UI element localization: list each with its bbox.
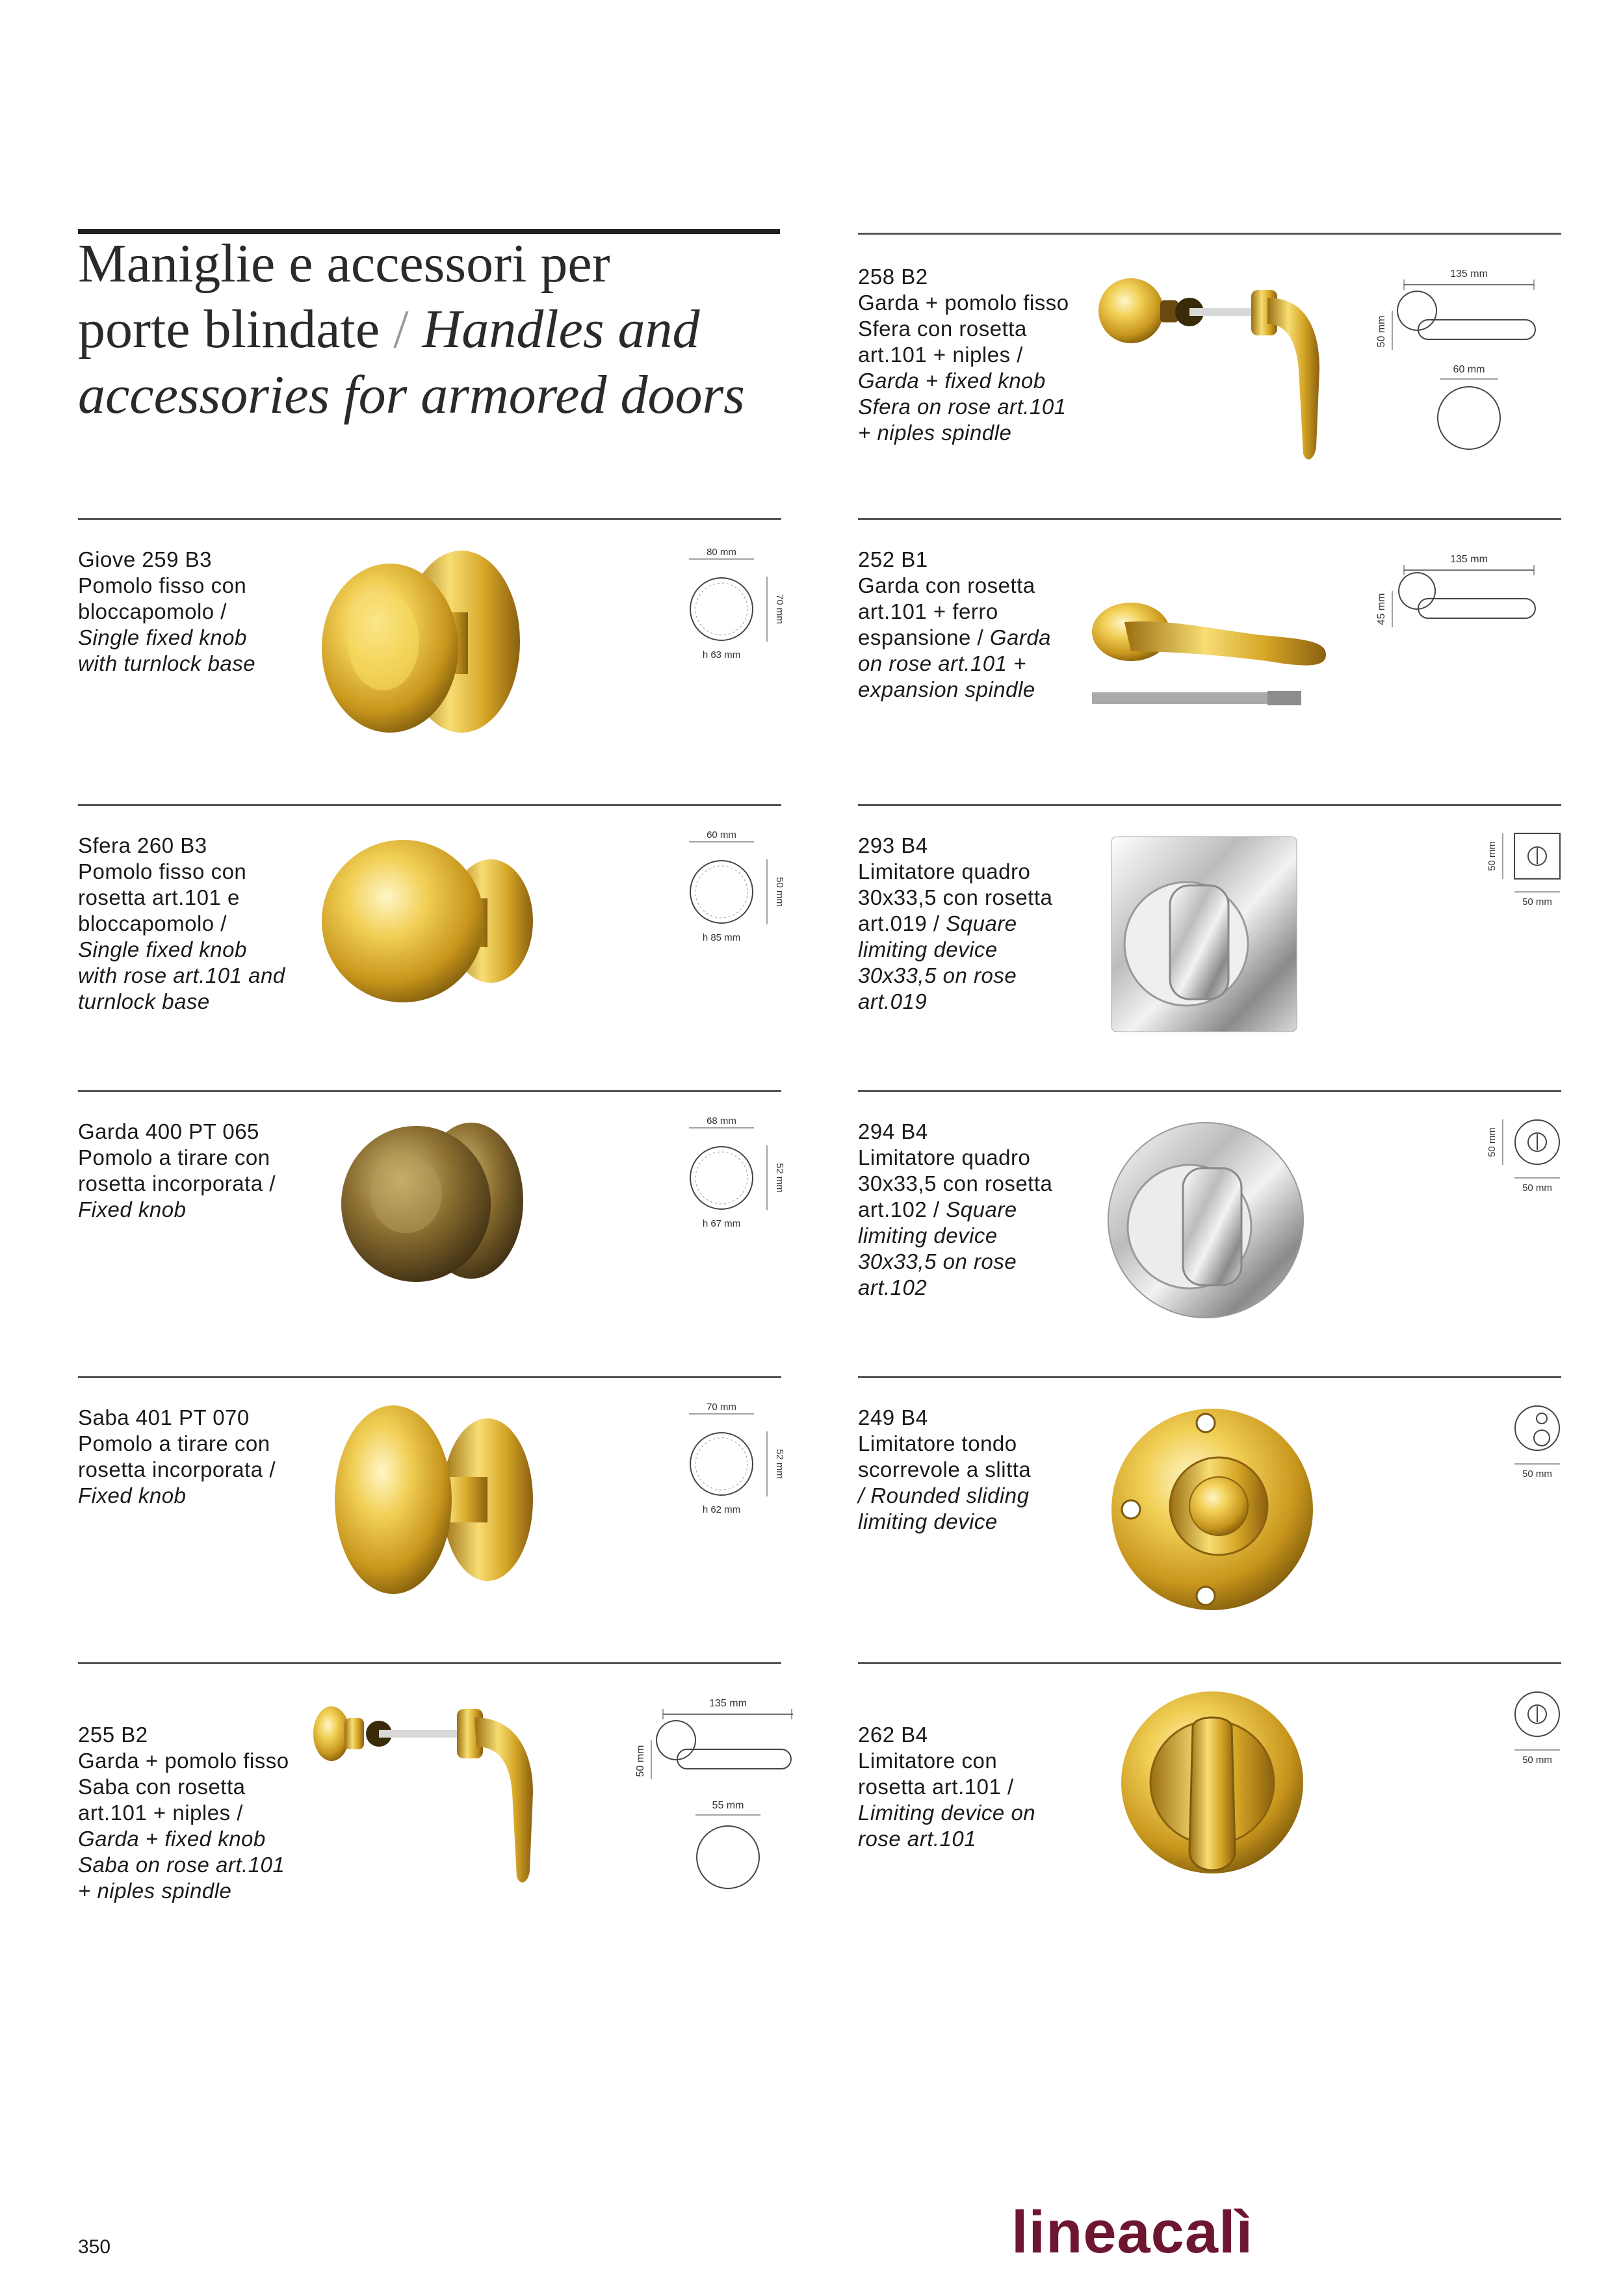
dim-width-label: 50 mm — [1522, 1755, 1552, 1766]
product-description — [78, 1119, 276, 1223]
dim-height-label: 50 mm — [1376, 315, 1387, 348]
desc-part-it: art.102 / — [858, 1197, 946, 1221]
dim-width-label: 135 mm — [709, 1698, 747, 1709]
section-rule — [858, 233, 1561, 235]
desc-line: 30x33,5 con rosetta — [858, 885, 1053, 909]
desc-line: Limitatore tondo — [858, 1431, 1017, 1455]
title-line-3: accessories for armored doors — [78, 365, 745, 425]
desc-line: Sfera con rosetta — [858, 317, 1027, 341]
desc-line: rosetta incorporata / — [78, 1171, 276, 1195]
desc-line-en: Garda + fixed knob — [78, 1827, 266, 1851]
desc-line: rosetta incorporata / — [78, 1457, 276, 1481]
dim-height-label: 70 mm — [774, 594, 785, 624]
dim-depth-label: h 67 mm — [702, 1218, 741, 1229]
dimension-diagram — [1378, 544, 1566, 635]
desc-line-en: art.019 — [858, 989, 928, 1013]
dimension-diagram — [1469, 827, 1566, 924]
dim-width-label: 70 mm — [707, 1402, 736, 1413]
desc-line: Limitatore quadro — [858, 859, 1031, 883]
desc-line-en: 30x33,5 on rose — [858, 1249, 1017, 1273]
dimension-diagram — [1378, 259, 1566, 454]
product-description — [78, 1405, 276, 1509]
product-258-b2 — [858, 233, 1561, 493]
dimension-diagram — [669, 547, 799, 677]
title-separator: / — [380, 299, 422, 359]
product-code: 258 B2 — [858, 265, 928, 289]
product-description — [858, 833, 1052, 1015]
title-line-2 — [78, 296, 806, 362]
ball-knob-photo — [318, 833, 539, 1022]
desc-part-en: Square — [946, 1197, 1017, 1221]
product-code: 249 B4 — [858, 1405, 928, 1429]
dimension-diagram — [669, 1402, 799, 1532]
product-code: 252 B1 — [858, 547, 928, 571]
sliding-limiter-photo — [1105, 1402, 1319, 1617]
product-description — [858, 547, 1051, 703]
product-sfera-260-b3 — [78, 804, 785, 1077]
desc-line: rosetta art.101 e — [78, 885, 240, 909]
title-en-part: Handles and — [422, 299, 700, 359]
section-rule — [78, 518, 781, 520]
product-code: 255 B2 — [78, 1723, 148, 1747]
desc-part-it: espansione / — [858, 625, 990, 649]
product-code: Sfera 260 B3 — [78, 833, 207, 857]
product-description — [78, 547, 255, 677]
desc-line-en: Sfera on rose art.101 — [858, 395, 1067, 419]
desc-line-en: + niples spindle — [78, 1879, 232, 1903]
product-294-b4 — [858, 1090, 1561, 1363]
dim-depth-label: h 85 mm — [702, 932, 741, 943]
desc-line-en: 30x33,5 on rose — [858, 963, 1017, 987]
dim-rose-label: 55 mm — [712, 1800, 744, 1811]
desc-line-mixed — [858, 911, 1052, 937]
antique-knob-photo — [335, 1116, 530, 1292]
product-code: 293 B4 — [858, 833, 928, 857]
desc-part-en: Garda — [989, 625, 1052, 649]
dim-width-label: 68 mm — [707, 1115, 736, 1127]
desc-line-en: Saba on rose art.101 — [78, 1853, 285, 1877]
dim-width-label: 60 mm — [707, 829, 736, 841]
desc-line: Garda + pomolo fisso — [78, 1749, 289, 1773]
dimension-diagram — [1469, 1113, 1566, 1210]
desc-line: Pomolo a tirare con — [78, 1431, 270, 1455]
dim-width-label: 50 mm — [1522, 1468, 1552, 1480]
dim-height-label: 50 mm — [1487, 1127, 1498, 1157]
desc-line-en: with rose art.101 and — [78, 963, 285, 987]
desc-line-en: with turnlock base — [78, 651, 256, 675]
desc-line: Garda + pomolo fisso — [858, 291, 1069, 315]
desc-line: Saba con rosetta — [78, 1775, 246, 1799]
desc-line-mixed — [858, 625, 1051, 651]
dim-height-label: 50 mm — [635, 1745, 646, 1777]
product-description — [858, 1405, 1031, 1535]
desc-part-en: Square — [946, 911, 1017, 935]
desc-line-en: Garda + fixed knob — [858, 369, 1046, 393]
dim-rose-label: 60 mm — [1453, 364, 1485, 375]
dim-width-label: 50 mm — [1522, 1182, 1552, 1194]
desc-part-it: art.019 / — [858, 911, 946, 935]
desc-line-en: turnlock base — [78, 989, 210, 1013]
product-description — [858, 264, 1069, 446]
section-rule — [858, 518, 1561, 520]
section-rule — [858, 1090, 1561, 1092]
title-it-part: porte blindate — [78, 299, 380, 359]
dim-width-label: 135 mm — [1450, 554, 1488, 565]
section-rule — [858, 1376, 1561, 1378]
desc-line: Limitatore quadro — [858, 1145, 1031, 1169]
product-description — [78, 833, 285, 1015]
desc-line: bloccapomolo / — [78, 599, 227, 623]
dim-width-label: 80 mm — [707, 547, 736, 558]
desc-line-en: Limiting device on — [858, 1801, 1036, 1825]
product-code: Garda 400 PT 065 — [78, 1119, 259, 1143]
page-title — [78, 231, 806, 428]
dimension-diagram — [669, 830, 799, 960]
desc-line: Pomolo a tirare con — [78, 1145, 270, 1169]
square-limiter-photo — [1108, 833, 1303, 1035]
dim-height-label: 50 mm — [1487, 841, 1498, 871]
desc-line: scorrevole a slitta — [858, 1457, 1032, 1481]
desc-line: art.101 + niples / — [858, 343, 1023, 367]
desc-line-en: expansion spindle — [858, 677, 1035, 701]
dim-depth-label: h 62 mm — [702, 1504, 741, 1515]
product-252-b1 — [858, 518, 1561, 791]
desc-line-en: Fixed knob — [78, 1483, 187, 1507]
desc-line-en: art.102 — [858, 1275, 928, 1299]
knob-photo — [318, 551, 533, 765]
desc-line-en: Single fixed knob — [78, 625, 247, 649]
flat-knob-photo — [325, 1402, 539, 1604]
title-line-1: Maniglie e accessori per — [78, 233, 610, 294]
page-number: 350 — [78, 2236, 111, 2258]
desc-line: art.101 + niples / — [78, 1801, 243, 1825]
desc-line-en: limiting device — [858, 1223, 998, 1247]
product-262-b4 — [858, 1662, 1561, 1935]
desc-line: Pomolo fisso con — [78, 573, 247, 597]
lever-photo — [1092, 583, 1339, 726]
desc-line-en: Single fixed knob — [78, 937, 247, 961]
product-255-b2 — [78, 1662, 781, 1935]
dim-depth-label: h 63 mm — [702, 649, 741, 660]
brand-logo: lineacalì — [1011, 2199, 1254, 2265]
desc-line-en: rose art.101 — [858, 1827, 977, 1851]
desc-line-en: + niples spindle — [858, 421, 1012, 445]
desc-line-mixed — [858, 1197, 1052, 1223]
desc-line-en: limiting device — [858, 937, 998, 961]
desc-line-en: limiting device — [858, 1509, 998, 1533]
product-giove-259-b3 — [78, 518, 785, 791]
dim-height-label: 52 mm — [774, 1449, 785, 1479]
desc-line-en: on rose art.101 + — [858, 651, 1026, 675]
product-description — [858, 1722, 1035, 1852]
desc-line: bloccapomolo / — [78, 911, 227, 935]
dim-width-label: 135 mm — [1450, 268, 1488, 280]
dimension-diagram — [669, 1116, 799, 1246]
product-saba-401-pt-070 — [78, 1376, 785, 1649]
desc-line-en: / Rounded sliding — [858, 1483, 1030, 1507]
lever-knob-photo — [1092, 272, 1326, 493]
product-293-b4 — [858, 804, 1561, 1077]
round-limiter-photo — [1105, 1116, 1306, 1324]
product-description — [78, 1722, 289, 1904]
dim-width-label: 50 mm — [1522, 896, 1552, 907]
product-code: Saba 401 PT 070 — [78, 1405, 250, 1429]
product-code: Giove 259 B3 — [78, 547, 212, 571]
desc-line: art.101 + ferro — [858, 599, 998, 623]
desc-line: Limitatore con — [858, 1749, 998, 1773]
desc-line: rosetta art.101 / — [858, 1775, 1014, 1799]
section-rule — [78, 1662, 781, 1664]
dim-height-label: 45 mm — [1376, 593, 1387, 625]
product-garda-400-pt-065 — [78, 1090, 785, 1363]
dim-height-label: 52 mm — [774, 1163, 785, 1193]
dimension-diagram — [1488, 1399, 1566, 1483]
product-description — [858, 1119, 1052, 1301]
section-rule — [78, 1376, 781, 1378]
rose-limiter-photo — [1108, 1688, 1316, 1903]
lever-knob-photo — [309, 1695, 543, 1903]
dim-height-label: 50 mm — [774, 877, 785, 907]
product-code: 262 B4 — [858, 1723, 928, 1747]
dimension-diagram — [604, 1688, 793, 1903]
section-rule — [78, 804, 781, 806]
desc-line-en: Fixed knob — [78, 1197, 187, 1221]
product-code: 294 B4 — [858, 1119, 928, 1143]
section-rule — [78, 1090, 781, 1092]
desc-line: Garda con rosetta — [858, 573, 1035, 597]
dimension-diagram — [1488, 1685, 1566, 1769]
section-rule — [858, 1662, 1561, 1664]
desc-line: Pomolo fisso con — [78, 859, 247, 883]
product-249-b4 — [858, 1376, 1561, 1649]
desc-line: 30x33,5 con rosetta — [858, 1171, 1053, 1195]
section-rule — [858, 804, 1561, 806]
